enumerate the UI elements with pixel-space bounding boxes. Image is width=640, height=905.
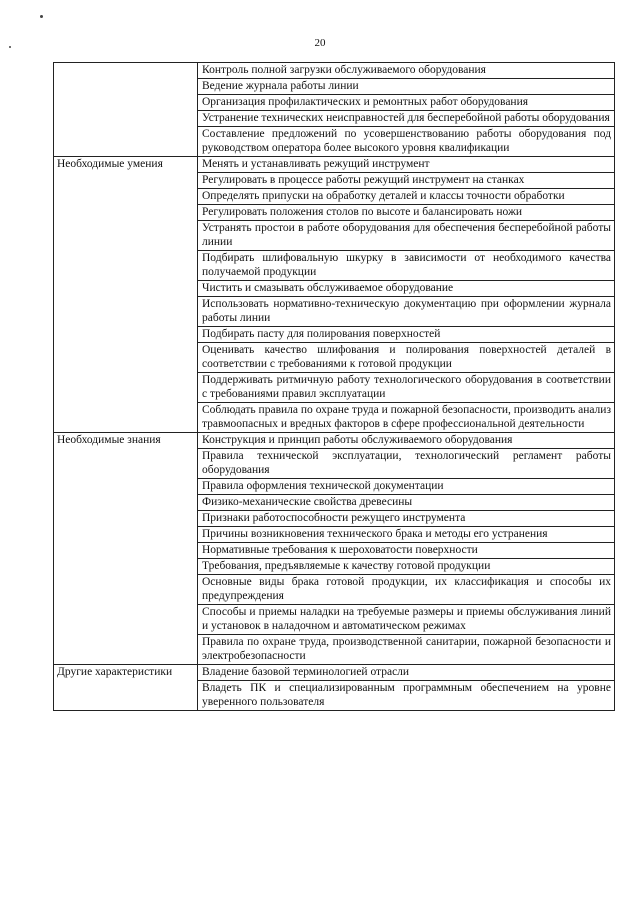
scan-speck <box>40 15 43 18</box>
requirement-item: Основные виды брака готовой продукции, их классификация и способы их предупреждения <box>198 575 615 605</box>
requirement-item: Правила оформления технической документации <box>198 479 615 495</box>
requirement-item: Причины возникновения технического брака и методы его устранения <box>198 527 615 543</box>
requirements-table-body <box>54 63 615 711</box>
requirement-item: Поддерживать ритмичную работу технологического оборудования в соответствии с требованиями правил эксплуатации <box>198 373 615 403</box>
requirement-item: Требования, предъявляемые к качеству готовой продукции <box>198 559 615 575</box>
requirement-item: Составление предложений по усовершенствованию работы оборудования под руководством оператора более высокого уровня квалификации <box>198 127 615 157</box>
requirement-item: Устранять простои в работе оборудования для обеспечения бесперебойной работы линии <box>198 221 615 251</box>
requirement-item: Нормативные требования к шероховатости поверхности <box>198 543 615 559</box>
requirement-item: Владение базовой терминологией отрасли <box>198 665 615 681</box>
requirement-item: Конструкция и принцип работы обслуживаемого оборудования <box>198 433 615 449</box>
page-number: 20 <box>314 37 326 49</box>
requirement-item: Признаки работоспособности режущего инструмента <box>198 511 615 527</box>
table-row <box>54 665 615 681</box>
requirement-item: Подбирать пасту для полирования поверхностей <box>198 327 615 343</box>
requirement-item: Способы и приемы наладки на требуемые размеры и приемы обслуживания линий и установок в наладочном и автоматическом режимах <box>198 605 615 635</box>
requirement-item: Менять и устанавливать режущий инструмент <box>198 157 615 173</box>
requirement-item: Подбирать шлифовальную шкурку в зависимости от необходимого качества получаемой продукции <box>198 251 615 281</box>
requirement-item: Регулировать в процессе работы режущий инструмент на станках <box>198 173 615 189</box>
requirement-item: Правила по охране труда, производственной санитарии, пожарной безопасности и электробезопасности <box>198 635 615 665</box>
section-heading: Необходимые умения <box>54 157 198 433</box>
requirement-item: Соблюдать правила по охране труда и пожарной безопасности, производить анализ травмоопасных и вредных факторов в сфере профессиональной деятельности <box>198 403 615 433</box>
requirements-table <box>53 62 615 711</box>
requirement-item: Использовать нормативно-техническую документацию при оформлении журнала работы линии <box>198 297 615 327</box>
section-heading: Другие характеристики <box>54 665 198 711</box>
table-row <box>54 157 615 173</box>
requirement-item: Оценивать качество шлифования и полирования поверхностей деталей в соответствии с требованиями к готовой продукции <box>198 343 615 373</box>
table-row <box>54 433 615 449</box>
requirement-item: Определять припуски на обработку деталей и классы точности обработки <box>198 189 615 205</box>
section-heading: Необходимые знания <box>54 433 198 665</box>
requirement-item: Правила технической эксплуатации, технологический регламент работы оборудования <box>198 449 615 479</box>
requirement-item: Чистить и смазывать обслуживаемое оборудование <box>198 281 615 297</box>
requirement-item: Владеть ПК и специализированным программным обеспечением на уровне уверенного пользователя <box>198 681 615 711</box>
requirement-item: Организация профилактических и ремонтных работ оборудования <box>198 95 615 111</box>
requirement-item: Регулировать положения столов по высоте и балансировать ножи <box>198 205 615 221</box>
requirement-item: Контроль полной загрузки обслуживаемого оборудования <box>198 63 615 79</box>
requirement-item: Устранение технических неисправностей для бесперебойной работы оборудования <box>198 111 615 127</box>
requirement-item: Ведение журнала работы линии <box>198 79 615 95</box>
section-heading-empty <box>54 63 198 157</box>
table-row <box>54 63 615 79</box>
requirement-item: Физико-механические свойства древесины <box>198 495 615 511</box>
